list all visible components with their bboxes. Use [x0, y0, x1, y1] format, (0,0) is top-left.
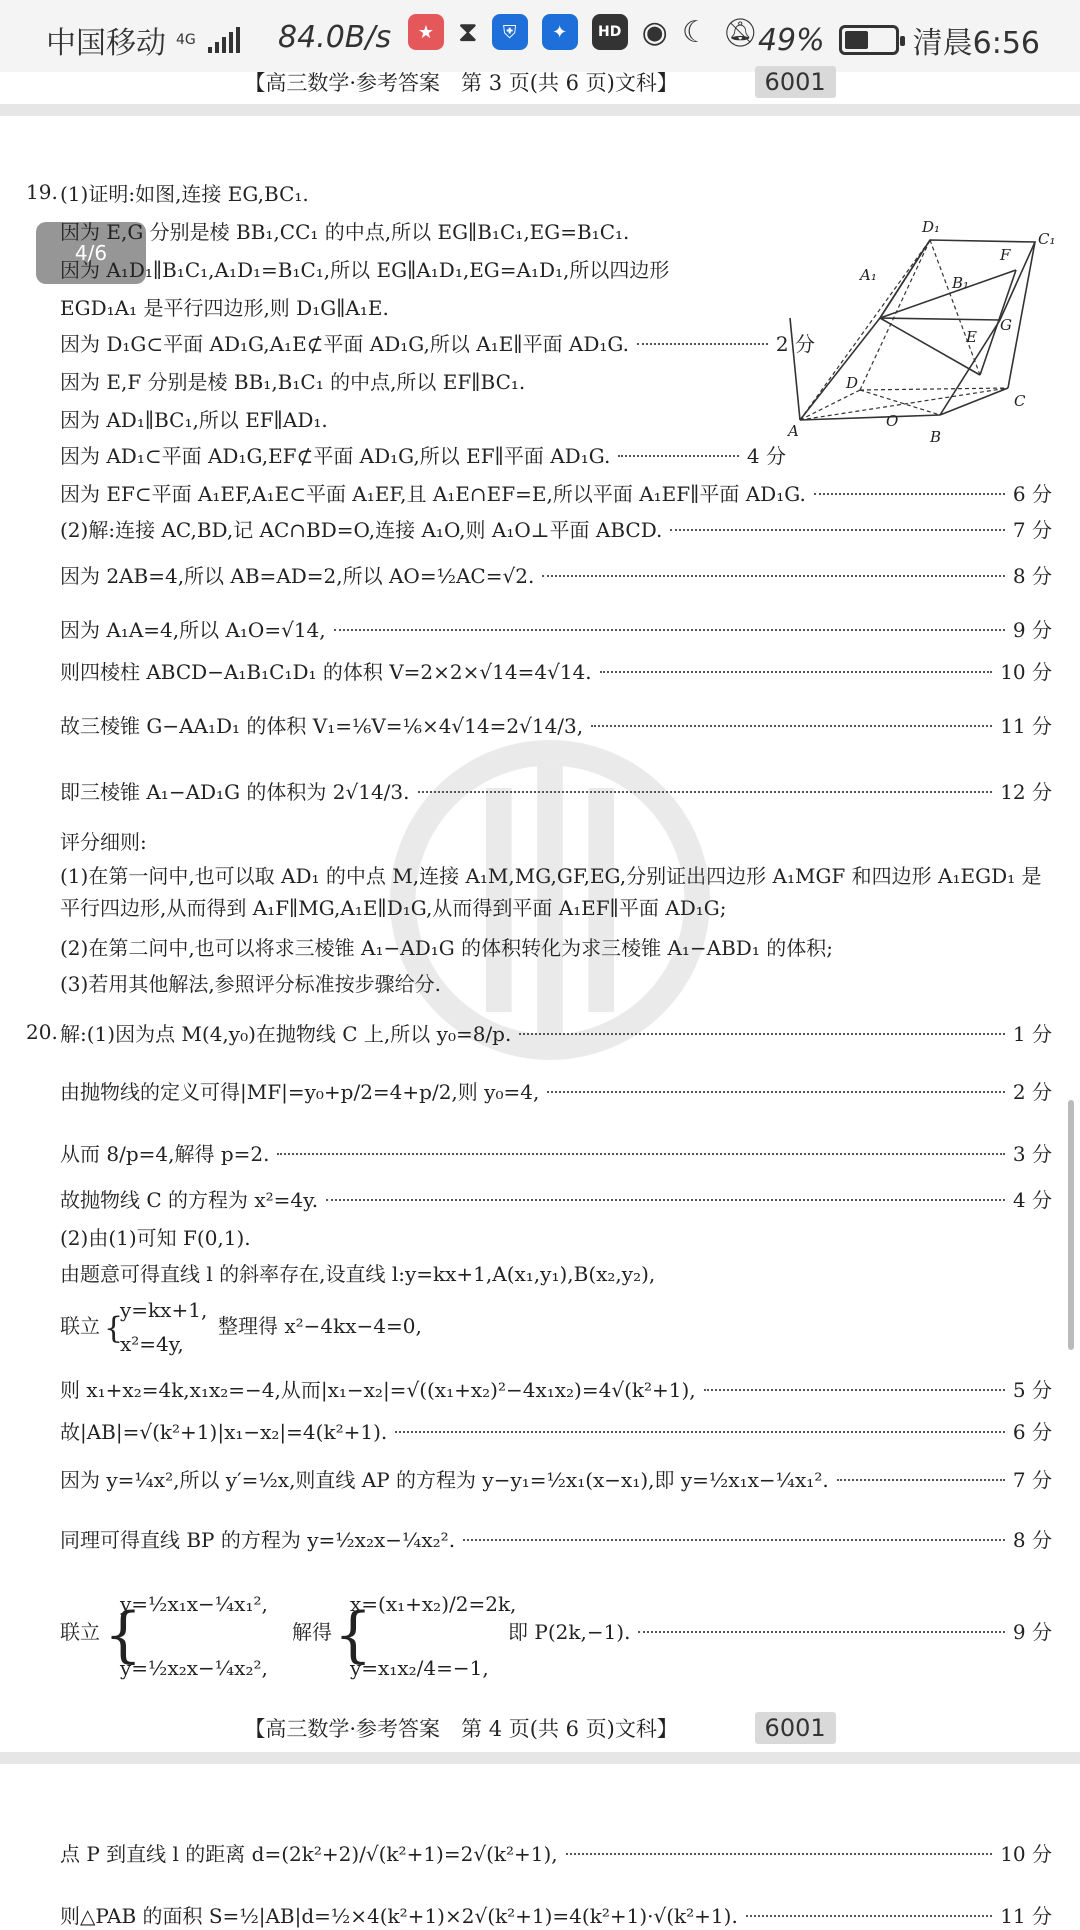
- q20-line: 由题意可得直线 l 的斜率存在,设直线 l:y=kx+1,A(x₁,y₁),B(x₂,y₂),: [60, 1262, 656, 1286]
- score: 12 分: [1000, 780, 1052, 804]
- q19-step: 则四棱柱 ABCD−A₁B₁C₁D₁ 的体积 V=2×2×√14=4√14. 10 分: [60, 660, 1052, 684]
- figure-label: G: [1000, 316, 1012, 334]
- q19-step: 因为 2AB=4,所以 AB=AD=2,所以 AO=½AC=√2. 8 分: [60, 564, 1052, 588]
- q19-step: 因为 A₁A=4,所以 A₁O=√14, 9 分: [60, 618, 1052, 642]
- q19-line: 因为 AD₁∥BC₁,所以 EF∥AD₁.: [60, 408, 328, 432]
- score: 6 分: [1012, 1420, 1052, 1444]
- q20-step: 即 P(2k,−1). 9 分: [508, 1620, 1052, 1644]
- figure-label: D₁: [922, 218, 941, 236]
- score: 9 分: [1012, 1620, 1052, 1644]
- network-type: 4G: [176, 32, 196, 48]
- q20-step: 故抛物线 C 的方程为 x²=4y. 4 分: [60, 1188, 1052, 1212]
- brace-icon: {: [334, 1600, 373, 1670]
- q19-line: 因为 A₁D₁∥B₁C₁,A₁D₁=B₁C₁,所以 EG∥A₁D₁,EG=A₁D₁,所以四边形: [60, 258, 670, 282]
- q20-line: (2)由(1)可知 F(0,1).: [60, 1226, 251, 1250]
- brace-icon: {: [104, 1600, 143, 1670]
- score: 5 分: [1012, 1378, 1052, 1402]
- score: 4 分: [1012, 1188, 1052, 1212]
- q19-step: 即三棱锥 A₁−AD₁G 的体积为 2√14/3. 12 分: [60, 780, 1052, 804]
- clock: 清晨6:56: [912, 26, 1040, 61]
- page3-footer: [0, 66, 1080, 98]
- q20-step: 同理可得直线 BP 的方程为 y=½x₂x−¼x₂². 8 分: [60, 1528, 1052, 1552]
- battery-fill: [845, 31, 869, 49]
- scrollbar[interactable]: [1068, 1100, 1074, 1350]
- hd-icon: HD: [592, 14, 628, 50]
- status-right: [758, 18, 1040, 62]
- figure-label: O: [886, 412, 899, 430]
- system-eq: y=½x₁x−¼x₁²,: [120, 1592, 268, 1616]
- prism-figure: [790, 210, 1060, 450]
- score: 9 分: [1012, 618, 1052, 642]
- q19-line: 因为 E,F 分别是棱 BB₁,B₁C₁ 的中点,所以 EF∥BC₁.: [60, 370, 526, 394]
- system-eq: x=(x₁+x₂)/2=2k,: [350, 1592, 517, 1616]
- q19-step: 因为 EF⊂平面 A₁EF,A₁E⊂平面 A₁EF,且 A₁E∩EF=E,所以平面 A₁EF∥平面 AD₁G. 6 分: [60, 482, 1052, 506]
- system-eq: x²=4y,: [120, 1332, 184, 1356]
- system-label: 联立: [60, 1314, 100, 1338]
- bulb-icon: ✦: [542, 14, 578, 50]
- q19-line: (1)证明:如图,连接 EG,BC₁.: [60, 182, 309, 206]
- q19-step: 故三棱锥 G−AA₁D₁ 的体积 V₁=⅙V=⅙×4√14=2√14/3, 11 分: [60, 714, 1052, 738]
- q20-step: 解:(1)因为点 M(4,y₀)在抛物线 C 上,所以 y₀=8/p. 1 分: [60, 1022, 1052, 1046]
- score: 11 分: [1000, 714, 1052, 738]
- figure-label: D: [846, 374, 859, 392]
- brace-icon: {: [104, 1311, 124, 1346]
- system-eq: y=kx+1,: [120, 1298, 208, 1322]
- q20-step: 由抛物线的定义可得|MF|=y₀+p/2=4+p/2,则 y₀=4, 2 分: [60, 1080, 1052, 1104]
- network-speed: 84.0B/s: [278, 20, 392, 55]
- system-label: 联立: [60, 1620, 100, 1644]
- page4-footer: [0, 1712, 1080, 1744]
- figure-label: A₁: [860, 266, 877, 284]
- hourglass-icon: ⧗: [458, 15, 478, 48]
- carrier-group: [46, 18, 240, 62]
- figure-label: F: [1000, 246, 1011, 264]
- page-indicator[interactable]: 4/6: [36, 222, 146, 284]
- q20-step: 故|AB|=√(k²+1)|x₁−x₂|=4(k²+1). 6 分: [60, 1420, 1052, 1444]
- score: 7 分: [1012, 1468, 1052, 1492]
- shield-icon: ⛨: [492, 14, 528, 50]
- figure-label: E: [966, 328, 977, 346]
- q19-line: 因为 E,G 分别是棱 BB₁,CC₁ 的中点,所以 EG∥B₁C₁,EG=B₁C₁.: [60, 220, 630, 244]
- score: 2 分: [1012, 1080, 1052, 1104]
- q20-line: 整理得 x²−4kx−4=0,: [218, 1314, 422, 1338]
- page4-footer-text: 【高三数学·参考答案 第 4 页(共 6 页)文科】: [244, 1717, 678, 1741]
- rubric-title: 评分细则:: [60, 830, 147, 854]
- score: 7 分: [1012, 518, 1052, 542]
- score: 4 分: [746, 444, 786, 468]
- q19-step: (2)解:连接 AC,BD,记 AC∩BD=O,连接 A₁O,则 A₁O⊥平面 ABCD. 7 分: [60, 518, 1052, 542]
- page-gap: [0, 104, 1080, 116]
- score: 10 分: [1000, 660, 1052, 684]
- score: 11 分: [1000, 1904, 1052, 1928]
- rubric-item: (1)在第一问中,也可以取 AD₁ 的中点 M,连接 A₁M,MG,GF,EG,分别证出四边形 A₁MGF 和四边形 A₁EGD₁ 是平行四边形,从而得到 A₁F∥MG,A₁E∥D₁G,从而得到平面 A₁EF∥平面 AD₁G;: [60, 864, 1042, 920]
- question-number: 20.: [26, 1020, 58, 1044]
- p5-step: 点 P 到直线 l 的距离 d=(2k²+2)/√(k²+1)=2√(k²+1), 10 分: [60, 1842, 1052, 1866]
- carrier-name: 中国移动: [46, 26, 166, 61]
- page3-code-badge: 6001: [755, 66, 836, 98]
- p5-step: 则△PAB 的面积 S=½|AB|d=½×4(k²+1)×2√(k²+1)=4(k²+1)·√(k²+1). 11 分: [60, 1904, 1052, 1928]
- battery-icon: [839, 25, 899, 55]
- figure-label: B₁: [952, 274, 970, 292]
- system-eq: y=x₁x₂/4=−1,: [350, 1656, 489, 1680]
- moon-icon: ☾: [681, 14, 709, 50]
- system-eq: y=½x₂x−¼x₂²,: [120, 1656, 268, 1680]
- status-icons: [408, 14, 758, 50]
- figure-label: C₁: [1038, 230, 1056, 248]
- rubric-item: (2)在第二问中,也可以将求三棱锥 A₁−AD₁G 的体积转化为求三棱锥 A₁−ABD₁ 的体积;: [60, 936, 833, 960]
- bell-off-icon: 🔕︎: [722, 15, 759, 49]
- figure-label: A: [788, 422, 799, 440]
- status-bar: [0, 0, 1080, 72]
- q19-step: 因为 AD₁⊂平面 AD₁G,EF⊄平面 AD₁G,所以 EF∥平面 AD₁G. 4 分: [60, 444, 786, 468]
- q20-step: 从而 8/p=4,解得 p=2. 3 分: [60, 1142, 1052, 1166]
- q19-step: 因为 D₁G⊂平面 AD₁G,A₁E⊄平面 AD₁G,所以 A₁E∥平面 AD₁G. 2 分: [60, 332, 815, 356]
- q19-line: EGD₁A₁ 是平行四边形,则 D₁G∥A₁E.: [60, 296, 389, 320]
- score: 10 分: [1000, 1842, 1052, 1866]
- score: 6 分: [1012, 482, 1052, 506]
- score: 8 分: [1012, 1528, 1052, 1552]
- q20-step: 因为 y=¼x²,所以 y′=½x,则直线 AP 的方程为 y−y₁=½x₁(x−x₁),即 y=½x₁x−¼x₁². 7 分: [60, 1468, 1052, 1492]
- figure-label: B: [930, 428, 942, 446]
- system-label: 解得: [292, 1620, 332, 1644]
- q20-step: 则 x₁+x₂=4k,x₁x₂=−4,从而|x₁−x₂|=√((x₁+x₂)²−4x₁x₂)=4√(k²+1), 5 分: [60, 1378, 1052, 1402]
- rubric-item: (3)若用其他解法,参照评分标准按步骤给分.: [60, 972, 442, 996]
- battery-percent: 49%: [757, 22, 825, 58]
- score: 1 分: [1012, 1022, 1052, 1046]
- score: 3 分: [1012, 1142, 1052, 1166]
- app-badge-icon: ★: [408, 14, 444, 50]
- page3-footer-text: 【高三数学·参考答案 第 3 页(共 6 页)文科】: [244, 71, 678, 95]
- page-gap: [0, 1752, 1080, 1764]
- signal-icon: [208, 27, 240, 53]
- question-number: 19.: [26, 180, 58, 204]
- figure-label: C: [1014, 392, 1026, 410]
- score: 8 分: [1012, 564, 1052, 588]
- eye-icon: ◉: [641, 14, 668, 50]
- page4-code-badge: 6001: [755, 1712, 836, 1744]
- score: 2 分: [775, 332, 815, 356]
